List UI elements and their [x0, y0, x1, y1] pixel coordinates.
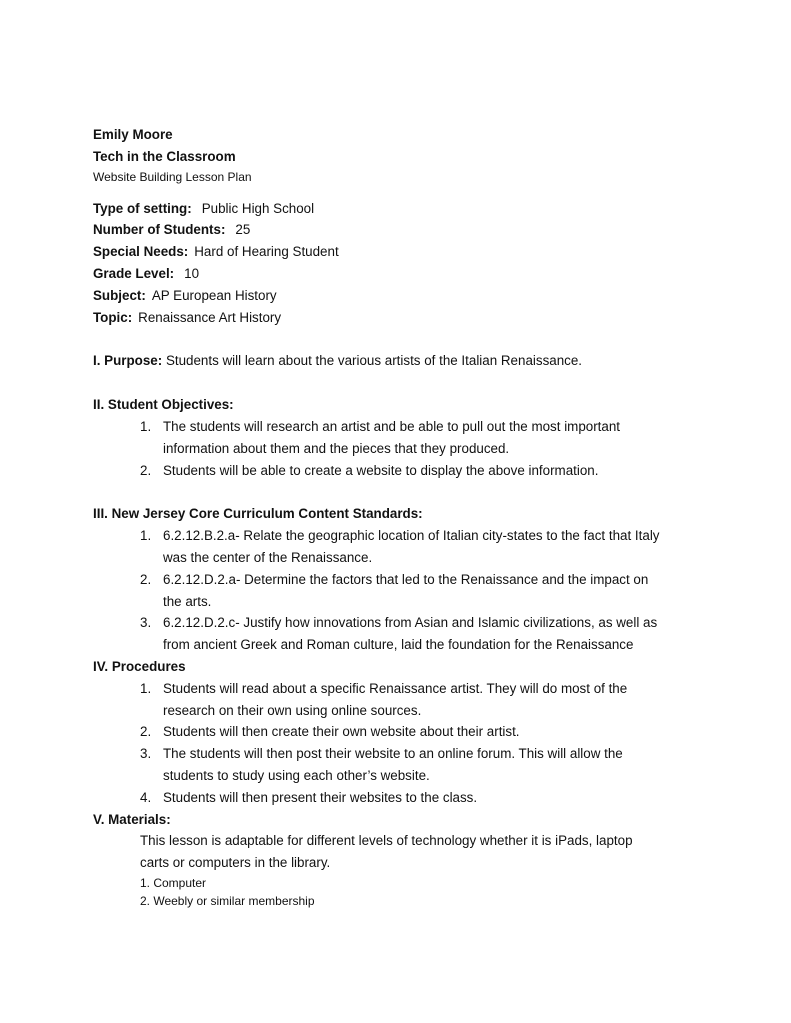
- list-item: 1. Students will read about a specific Renaissance artist. They will do most of the research on their own using online sources.: [140, 680, 628, 718]
- author-name: Emily Moore: [93, 127, 173, 142]
- purpose-heading: I. Purpose:: [93, 353, 163, 369]
- objectives-list: [93, 416, 733, 481]
- objectives-heading: II. Student Objectives:: [93, 397, 234, 413]
- standards-list: [93, 525, 733, 656]
- list-item: 1. 6.2.12.B.2.a- Relate the geographic location of Italian city-states to the fact that Italy was the center of the Renaissance.: [140, 528, 660, 565]
- materials-item-weebly: 2. Weebly or similar membership: [140, 893, 315, 908]
- info-block: [93, 198, 733, 329]
- info-row-topic: Topic: Renaissance Art History: [93, 309, 282, 325]
- procedures-heading: IV. Procedures: [93, 658, 186, 674]
- list-item: 3. 6.2.12.D.2.c- Justify how innovations from Asian and Islamic civilizations, as well as from ancient Greek and Roman culture, laid the foundation for the Renaissance: [140, 615, 658, 653]
- materials-body: [93, 830, 733, 910]
- purpose-section: [93, 350, 733, 372]
- info-row-special-needs: Special Needs: Hard of Hearing Student: [93, 244, 339, 260]
- materials-heading: V. Materials:: [93, 811, 171, 827]
- info-row-subject: Subject: AP European History: [93, 287, 277, 303]
- info-row-setting: Type of setting: Public High School: [93, 200, 315, 216]
- purpose-text: Students will learn about the various artists of the Italian Renaissance.: [165, 353, 583, 369]
- list-item: 2. Students will be able to create a website to display the above information.: [140, 462, 599, 478]
- procedures-list: [93, 678, 733, 809]
- info-row-grade: Grade Level: 10: [93, 265, 200, 281]
- materials-intro-line: This lesson is adaptable for different levels of technology whether it is iPads, laptop: [140, 833, 633, 849]
- list-item: 2. 6.2.12.D.2.a- Determine the factors that led to the Renaissance and the impact on the arts.: [140, 571, 649, 609]
- list-item: 4. Students will then present their websites to the class.: [140, 789, 478, 805]
- list-item: 1. The students will research an artist and be able to pull out the most important information about them and the pieces that they produced.: [140, 418, 621, 456]
- document-title: Website Building Lesson Plan: [93, 169, 252, 184]
- standards-heading: III. New Jersey Core Curriculum Content Standards:: [93, 506, 423, 522]
- materials-item-computer: 1. Computer: [140, 875, 207, 890]
- document-page: [93, 124, 733, 910]
- materials-intro-line: carts or computers in the library.: [140, 855, 331, 871]
- info-row-students: Number of Students: 25: [93, 222, 251, 238]
- list-item: 2. Students will then create their own website about their artist.: [140, 724, 520, 740]
- list-item: 3. The students will then post their website to an online forum. This will allow the students to study using each other’s website.: [140, 746, 623, 783]
- course-name: Tech in the Classroom: [93, 148, 236, 164]
